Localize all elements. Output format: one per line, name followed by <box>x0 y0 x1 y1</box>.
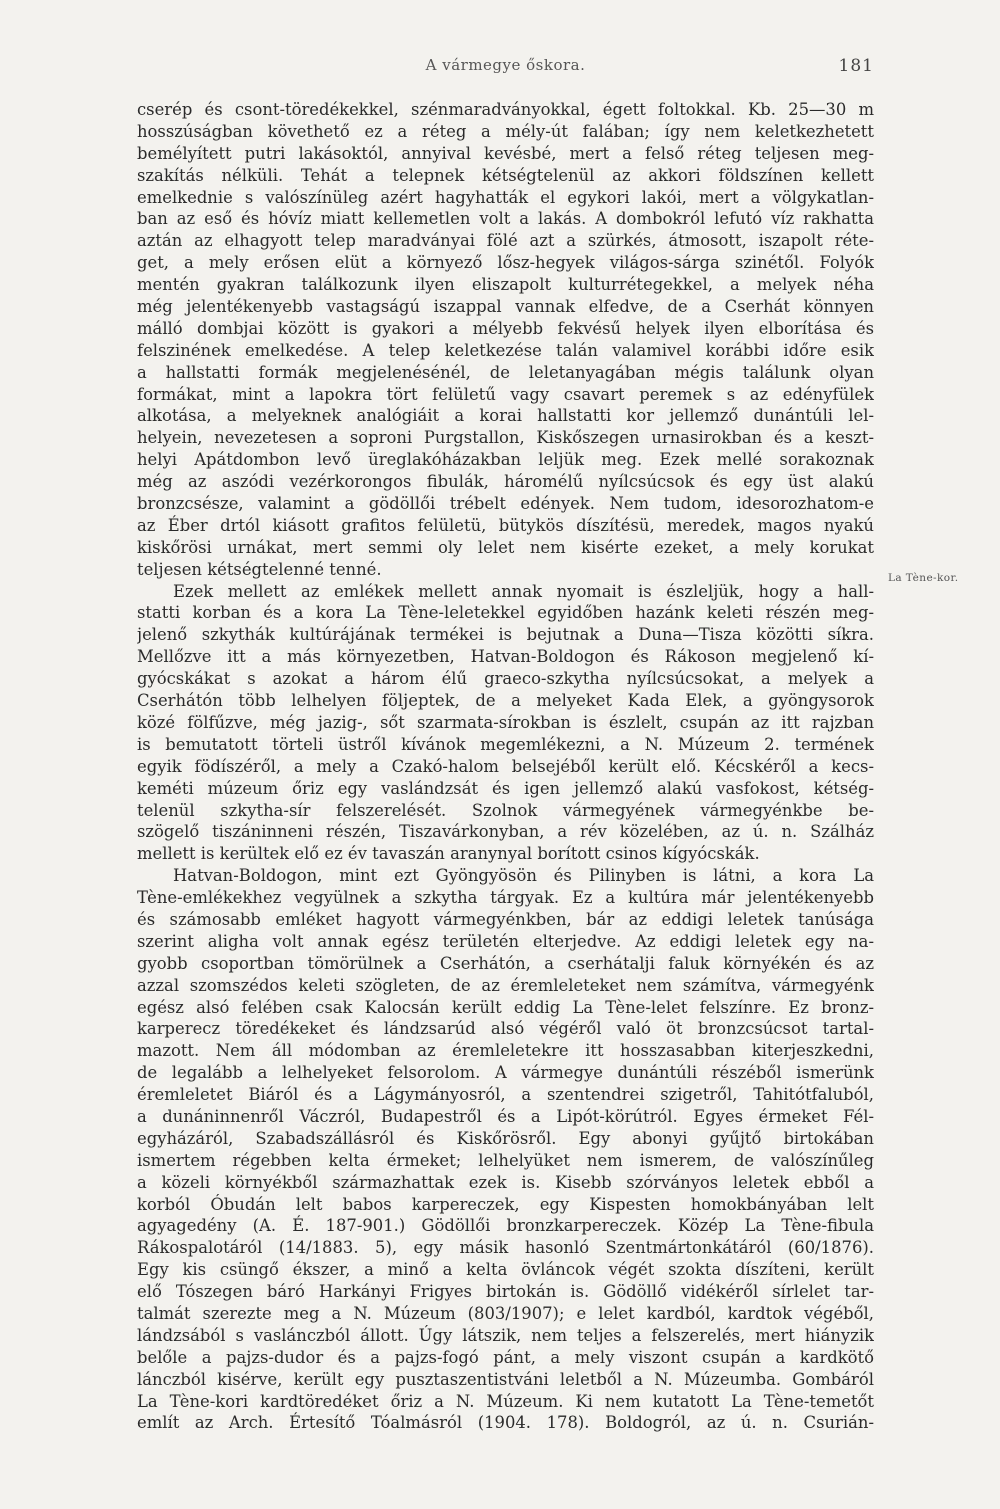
text-line: az Éber drtól kiásott grafitos felületü, bütykös díszítésü, meredek, magos nyakú <box>137 515 874 535</box>
text-line: szakítás nélküli. Tehát a telepnek kétségtelenül az akkori földszínen kellett <box>137 165 874 185</box>
text-line: Egy kis csüngő ékszer, a minő a kelta övláncok végét szokta díszíteni, került <box>137 1260 874 1280</box>
text-line: egyházáról, Szabadszállásról és Kiskőrösről. Egy abonyi gyűjtő birtokában <box>137 1128 874 1148</box>
text-line: formákat, mint a lapokra tört felületű vagy csavart peremek s az edényfülek <box>137 384 874 404</box>
text-line: közé fölfűzve, még jazig-, sőt szarmata-sírokban is észlelt, csupán az itt rajzban <box>137 712 874 732</box>
text-line: korból Óbudán lelt babos karpereczek, egy Kispesten homokbányában lelt <box>137 1194 874 1214</box>
text-line: elő Tószegen báró Harkányi Frigyes birtokán is. Gödöllő vidékéről sírlelet tar- <box>137 1282 874 1302</box>
text-line: Tène-emlékekhez vegyülnek a szkytha tárgyak. Ez a kultúra már jelentékenyebb <box>137 888 874 908</box>
text-line: bemélyített putri lakásoktól, annyival kevésbé, mert a felső réteg teljesen meg- <box>137 143 874 163</box>
text-line: de legalább a lelhelyeket felsorolom. A vármegye dunántúli részéből ismerünk <box>137 1063 874 1083</box>
text-line: lándzsából s vaslánczból állott. Úgy látszik, nem teljes a felszerelés, mert hiányzik <box>137 1325 874 1345</box>
text-line: szögelő tiszáninneni részén, Tiszavárkonyban, a rév közelében, az ú. n. Szálház <box>137 822 874 842</box>
paragraph-end-line: mellett is kerültek elő ez év tavaszán aranynyal borított csinos kígyócskák. <box>137 844 760 864</box>
text-line: és számosabb emléket hagyott vármegyénkben, bár az eddigi leletek tanúsága <box>137 909 874 929</box>
text-line: még jelentékenyebb vastagságú iszappal vannak elfedve, de a Cserhát könnyen <box>137 297 874 317</box>
text-line: helyi Apátdombon levő üreglakóházakban leljük meg. Ezek mellé sorakoznak <box>137 450 874 470</box>
text-line: egyik födíszéről, a mely a Czakó-halom belsejéből került elő. Kécskéről a kecs- <box>137 756 874 776</box>
text-line: telenül szkytha-sír felszerelését. Szolnok vármegyének vármegyénkbe be- <box>137 800 874 820</box>
page-number: 181 <box>838 56 874 76</box>
text-line: Cserhátón több lelhelyen följeptek, de a melyeket Kada Elek, a gyöngysorok <box>137 691 874 711</box>
margin-note: La Tène-kor. <box>888 572 959 584</box>
text-line: szerint aligha volt annak egész területén elterjedve. Az eddigi leletek egy na- <box>137 931 874 951</box>
text-line: karperecz töredékeket és lándzsarúd alsó végéről való öt bronzcsúcsot tartal- <box>137 1019 874 1039</box>
body-text <box>137 99 874 1434</box>
text-line: hosszúságban követhető ez a réteg a mély-út falában; így nem keletkezhetett <box>137 121 874 141</box>
text-line: ismertem régebben kelta érmeket; lelhelyüket nem ismerem, de valószínűleg <box>137 1150 874 1170</box>
text-line: említ az Arch. Értesítő Tóalmásról (1904. 178). Boldogról, az ú. n. Csurián- <box>137 1413 874 1433</box>
text-line: gyobb csoportban tömörülnek a Cserhátón, a cserhátalji faluk környékén és az <box>137 953 874 973</box>
paragraph-start-line: Hatvan-Boldogon, mint ezt Gyöngyösön és Pilinyben is látni, a kora La <box>173 866 874 886</box>
text-line: belőle a pajzs-dudor és a pajzs-fogó pánt, a mely viszont csupán a kardkötő <box>137 1347 874 1367</box>
text-line: éremleletet Biáról és a Lágymányosról, a szentendrei szigetről, Tahitótfaluból, <box>137 1085 874 1105</box>
text-line: helyein, nevezetesen a soproni Purgstallon, Kiskőszegen urnasirokban és a keszt- <box>137 428 874 448</box>
text-line: get, a mely erősen elüt a környező lősz-hegyek világos-sárga szinétől. Folyók <box>137 253 874 273</box>
text-line: gyócskákat s azokat a három élű graeco-szkytha nyílcsúcsokat, a melyek a <box>137 669 874 689</box>
text-line: alkotása, a melyeknek analógiáit a korai hallstatti kor jellemző dunántúli lel- <box>137 406 874 426</box>
text-line: talmát szerezte meg a N. Múzeum (803/1907); e lelet kardból, kardtok végéből, <box>137 1303 874 1323</box>
text-line: mazott. Nem áll módomban az éremleletekre itt hosszasabban kiterjeszkedni, <box>137 1041 874 1061</box>
text-line: agyagedény (A. É. 187-901.) Gödöllői bronzkarpereczek. Közép La Tène-fibula <box>137 1216 874 1236</box>
text-line: kiskőrösi urnákat, mert semmi oly lelet nem kisérte ezeket, a mely korukat <box>137 537 874 557</box>
text-line: felszinének emelkedése. A telep keletkezése talán valamivel korábbi időre esik <box>137 340 874 360</box>
text-line: emelkednie s valószínüleg azért hagyhatták el egykori lakói, mert a völgykatlan- <box>137 187 874 207</box>
text-line: ban az eső és hóvíz miatt kellemetlen volt a lakás. A dombokról lefutó víz rakhatta <box>137 209 874 229</box>
text-line: málló dombjai között is gyakori a mélyebb fekvésű helyek ilyen elborítása és <box>137 318 874 338</box>
text-line: mentén gyakran találkozunk ilyen eliszapolt kulturrétegekkel, a melyek néha <box>137 275 874 295</box>
paragraph-end-line: teljesen kétségtelenné tenné. <box>137 559 382 579</box>
text-line: a dunáninnenről Váczról, Budapestről és a Lipót-körútról. Egyes érmeket Fél- <box>137 1106 874 1126</box>
text-line: jelenő szkythák kultúrájának termékei is bejutnak a Duna—Tisza közötti síkra. <box>137 625 874 645</box>
text-line: bronzcsésze, valamint a gödöllői trébelt edények. Nem tudom, idesorozhatom-e <box>137 494 874 514</box>
text-line: La Tène-kori kardtöredéket őriz a N. Múzeum. Ki nem kutatott La Tène-temetőt <box>137 1391 874 1411</box>
text-line: Rákospalotáról (14/1883. 5), egy másik hasonló Szentmártonkátáról (60/1876). <box>137 1238 874 1258</box>
text-line: statti korban és a kora La Tène-leletekkel egyidőben hazánk keleti részén meg- <box>137 603 874 623</box>
text-line: cserép és csont-töredékekkel, szénmaradványokkal, égett foltokkal. Kb. 25—30 m <box>137 100 874 119</box>
text-line: azzal szomszédos keleti szögleten, de az éremleleteket nem számítva, vármegyénk <box>137 975 874 995</box>
page-header <box>137 56 874 82</box>
text-line: lánczból kisérve, került egy pusztaszentistváni leletből a N. Múzeumba. Gombáról <box>137 1369 874 1389</box>
text-line: aztán az elhagyott telep maradványai fölé azt a szürkés, átmosott, iszapolt réte- <box>137 231 874 251</box>
running-head: A vármegye őskora. <box>425 56 586 74</box>
text-line: egész alsó felében csak Kalocsán került eddig La Tène-lelet felszínre. Ez bronz- <box>137 997 874 1017</box>
text-line: keméti múzeum őriz egy vaslándzsát és igen jellemző alakú vasfokost, kétség- <box>137 778 874 798</box>
text-line: még az aszódi vezérkorongos fibulák, háromélű nyílcsúcsok és egy üst alakú <box>137 472 874 492</box>
text-line: a közeli környékből származhattak ezek is. Kisebb szórványos leletek ebből a <box>137 1172 874 1192</box>
text-line: is bemutatott törteli üstről kívánok megemlékezni, a N. Múzeum 2. termének <box>137 734 874 754</box>
paragraph-start-line: Ezek mellett az emlékek mellett annak nyomait is észleljük, hogy a hall- <box>173 581 874 601</box>
text-line: a hallstatti formák megjelenésénél, de leletanyagában mégis találunk olyan <box>137 362 874 382</box>
text-line: Mellőzve itt a más környezetben, Hatvan-Boldogon és Rákoson megjelenő kí- <box>137 647 874 667</box>
